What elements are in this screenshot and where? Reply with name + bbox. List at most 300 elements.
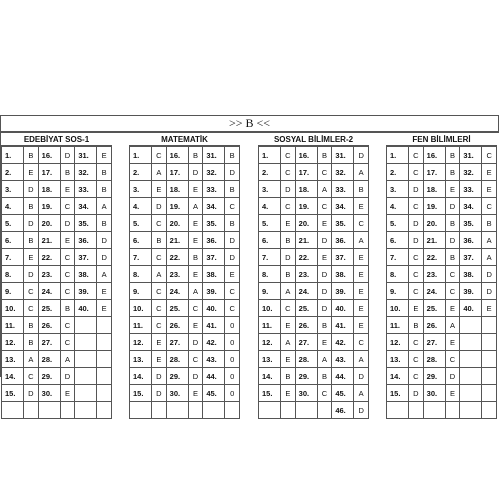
question-number: 8. bbox=[259, 266, 281, 283]
answer-letter: E bbox=[188, 215, 203, 232]
question-number: 35. bbox=[203, 215, 225, 232]
question-number: 24. bbox=[166, 283, 188, 300]
question-number: 37. bbox=[75, 249, 97, 266]
question-number: 24. bbox=[423, 283, 445, 300]
question-number: 37. bbox=[332, 249, 354, 266]
question-number: 19. bbox=[166, 198, 188, 215]
question-number: 40. bbox=[75, 300, 97, 317]
answer-letter: D bbox=[317, 232, 332, 249]
question-number: 31. bbox=[203, 147, 225, 164]
section-title: SOSYAL BİLİMLER-2 bbox=[258, 132, 369, 146]
table-row bbox=[130, 283, 240, 300]
question-number: 9. bbox=[259, 283, 281, 300]
answer-letter: E bbox=[188, 232, 203, 249]
question-number: 40. bbox=[332, 300, 354, 317]
answer-letter: A bbox=[482, 232, 497, 249]
answer-letter bbox=[482, 351, 497, 368]
answer-letter: D bbox=[188, 164, 203, 181]
answer-letter: A bbox=[188, 198, 203, 215]
answer-letter: E bbox=[60, 181, 75, 198]
question-number: 38. bbox=[460, 266, 482, 283]
question-number: 30. bbox=[38, 385, 60, 402]
question-number: 28. bbox=[423, 351, 445, 368]
answer-letter: A bbox=[354, 164, 369, 181]
question-number: 12. bbox=[130, 334, 152, 351]
question-number: 11. bbox=[130, 317, 152, 334]
answer-letter: B bbox=[24, 317, 39, 334]
question-number: 21. bbox=[38, 232, 60, 249]
question-number: 38. bbox=[75, 266, 97, 283]
section-sosyal-bilimler-2 bbox=[258, 132, 369, 419]
answer-letter bbox=[97, 317, 112, 334]
answer-table bbox=[258, 146, 369, 419]
question-number: 32. bbox=[332, 164, 354, 181]
table-row bbox=[387, 266, 497, 283]
answer-letter: C bbox=[445, 283, 460, 300]
question-number bbox=[460, 385, 482, 402]
answer-letter: E bbox=[317, 334, 332, 351]
answer-letter: B bbox=[317, 317, 332, 334]
answer-letter: C bbox=[445, 351, 460, 368]
question-number: 45. bbox=[332, 385, 354, 402]
answer-letter: D bbox=[152, 368, 167, 385]
answer-letter: B bbox=[409, 317, 424, 334]
answer-letter: D bbox=[354, 147, 369, 164]
answer-letter: C bbox=[317, 164, 332, 181]
answer-letter: B bbox=[152, 232, 167, 249]
answer-letter bbox=[409, 402, 424, 419]
question-number: 34. bbox=[332, 198, 354, 215]
question-number: 16. bbox=[295, 147, 317, 164]
table-row bbox=[259, 334, 369, 351]
question-number: 29. bbox=[423, 368, 445, 385]
question-number: 22. bbox=[38, 249, 60, 266]
table-row bbox=[2, 300, 112, 317]
answer-letter: C bbox=[225, 283, 240, 300]
question-number: 27. bbox=[423, 334, 445, 351]
answer-letter: B bbox=[97, 181, 112, 198]
answer-letter: E bbox=[152, 334, 167, 351]
answer-letter: C bbox=[409, 266, 424, 283]
question-number: 7. bbox=[130, 249, 152, 266]
answer-letter bbox=[188, 402, 203, 419]
question-number: 27. bbox=[295, 334, 317, 351]
question-number: 38. bbox=[332, 266, 354, 283]
question-number: 20. bbox=[423, 215, 445, 232]
question-number: 4. bbox=[259, 198, 281, 215]
question-number: 23. bbox=[423, 266, 445, 283]
answer-letter: E bbox=[281, 215, 296, 232]
table-row bbox=[130, 164, 240, 181]
table-row bbox=[387, 215, 497, 232]
question-number: 30. bbox=[166, 385, 188, 402]
question-number: 1. bbox=[259, 147, 281, 164]
question-number: 27. bbox=[166, 334, 188, 351]
question-number: 17. bbox=[38, 164, 60, 181]
answer-table bbox=[129, 146, 240, 419]
question-number: 36. bbox=[203, 232, 225, 249]
answer-letter: E bbox=[354, 283, 369, 300]
question-number: 40. bbox=[460, 300, 482, 317]
table-row bbox=[259, 232, 369, 249]
question-number: 14. bbox=[130, 368, 152, 385]
question-number: 19. bbox=[295, 198, 317, 215]
section-edebiyat-sos-1 bbox=[1, 132, 112, 419]
answer-letter: B bbox=[60, 164, 75, 181]
answer-letter: D bbox=[225, 249, 240, 266]
answer-letter: D bbox=[409, 215, 424, 232]
table-row bbox=[130, 232, 240, 249]
question-number: 1. bbox=[2, 147, 24, 164]
table-row bbox=[2, 385, 112, 402]
answer-letter: D bbox=[445, 232, 460, 249]
answer-letter: D bbox=[24, 181, 39, 198]
question-number: 39. bbox=[75, 283, 97, 300]
question-number: 9. bbox=[2, 283, 24, 300]
answer-letter: E bbox=[188, 266, 203, 283]
table-row bbox=[130, 147, 240, 164]
question-number: 13. bbox=[2, 351, 24, 368]
question-number: 6. bbox=[2, 232, 24, 249]
answer-letter: C bbox=[24, 283, 39, 300]
question-number: 1. bbox=[387, 147, 409, 164]
answer-letter: D bbox=[445, 368, 460, 385]
question-number: 35. bbox=[332, 215, 354, 232]
table-row bbox=[2, 351, 112, 368]
answer-letter: 0 bbox=[225, 368, 240, 385]
table-row bbox=[387, 164, 497, 181]
answer-letter: C bbox=[354, 334, 369, 351]
answer-letter: D bbox=[281, 249, 296, 266]
question-number bbox=[387, 402, 409, 419]
answer-letter: B bbox=[317, 147, 332, 164]
section-title: FEN BİLİMLERİ bbox=[386, 132, 497, 146]
answer-letter: B bbox=[24, 147, 39, 164]
question-number: 22. bbox=[295, 249, 317, 266]
question-number: 18. bbox=[295, 181, 317, 198]
table-row bbox=[130, 402, 240, 419]
question-number bbox=[75, 351, 97, 368]
question-number: 22. bbox=[166, 249, 188, 266]
question-number: 11. bbox=[387, 317, 409, 334]
answer-letter: D bbox=[225, 164, 240, 181]
answer-letter: D bbox=[152, 385, 167, 402]
question-number: 24. bbox=[295, 283, 317, 300]
question-number: 39. bbox=[203, 283, 225, 300]
table-row bbox=[2, 368, 112, 385]
question-number: 4. bbox=[2, 198, 24, 215]
question-number: 13. bbox=[259, 351, 281, 368]
answer-letter bbox=[482, 402, 497, 419]
question-number: 2. bbox=[259, 164, 281, 181]
question-number: 29. bbox=[38, 368, 60, 385]
question-number: 14. bbox=[2, 368, 24, 385]
question-number: 13. bbox=[130, 351, 152, 368]
answer-letter: D bbox=[225, 232, 240, 249]
answer-letter: E bbox=[97, 283, 112, 300]
answer-letter: C bbox=[409, 164, 424, 181]
question-number: 37. bbox=[460, 249, 482, 266]
table-row bbox=[259, 402, 369, 419]
table-row bbox=[387, 385, 497, 402]
table-row bbox=[2, 317, 112, 334]
table-row bbox=[130, 300, 240, 317]
answer-letter: E bbox=[152, 351, 167, 368]
question-number: 9. bbox=[387, 283, 409, 300]
answer-letter: E bbox=[354, 249, 369, 266]
frame-right-border bbox=[498, 115, 499, 132]
answer-letter bbox=[152, 402, 167, 419]
answer-letter: C bbox=[225, 198, 240, 215]
question-number: 36. bbox=[460, 232, 482, 249]
answer-letter bbox=[225, 402, 240, 419]
question-number bbox=[75, 334, 97, 351]
question-number: 3. bbox=[387, 181, 409, 198]
answer-letter: D bbox=[317, 283, 332, 300]
question-number: 36. bbox=[332, 232, 354, 249]
question-number: 17. bbox=[166, 164, 188, 181]
table-row bbox=[259, 300, 369, 317]
answer-letter: E bbox=[482, 181, 497, 198]
answer-letter: E bbox=[97, 300, 112, 317]
answer-letter: B bbox=[281, 232, 296, 249]
question-number: 2. bbox=[387, 164, 409, 181]
answer-letter: C bbox=[60, 249, 75, 266]
question-number bbox=[460, 351, 482, 368]
question-number bbox=[75, 317, 97, 334]
question-number: 3. bbox=[259, 181, 281, 198]
answer-letter: C bbox=[188, 351, 203, 368]
table-row bbox=[2, 402, 112, 419]
question-number: 8. bbox=[2, 266, 24, 283]
answer-letter: C bbox=[60, 334, 75, 351]
table-row bbox=[259, 385, 369, 402]
question-number: 18. bbox=[166, 181, 188, 198]
answer-letter: B bbox=[97, 215, 112, 232]
question-number bbox=[460, 402, 482, 419]
table-row bbox=[387, 249, 497, 266]
question-number: 5. bbox=[259, 215, 281, 232]
question-number: 27. bbox=[38, 334, 60, 351]
answer-letter: A bbox=[354, 232, 369, 249]
question-number: 26. bbox=[423, 317, 445, 334]
answer-letter: C bbox=[409, 249, 424, 266]
answer-letter: D bbox=[188, 368, 203, 385]
question-number: 8. bbox=[387, 266, 409, 283]
answer-letter: B bbox=[188, 249, 203, 266]
answer-letter: B bbox=[281, 368, 296, 385]
answer-letter: B bbox=[445, 249, 460, 266]
answer-letter: C bbox=[188, 300, 203, 317]
table-row bbox=[259, 368, 369, 385]
question-number: 29. bbox=[166, 368, 188, 385]
question-number: 30. bbox=[423, 385, 445, 402]
answer-letter: C bbox=[60, 266, 75, 283]
table-row bbox=[130, 249, 240, 266]
table-row bbox=[130, 198, 240, 215]
question-number: 12. bbox=[2, 334, 24, 351]
answer-letter: D bbox=[24, 266, 39, 283]
answer-letter: E bbox=[354, 317, 369, 334]
question-number: 19. bbox=[38, 198, 60, 215]
question-number: 6. bbox=[387, 232, 409, 249]
question-number: 31. bbox=[332, 147, 354, 164]
answer-letter bbox=[482, 368, 497, 385]
answer-letter: E bbox=[152, 181, 167, 198]
answer-letter bbox=[97, 385, 112, 402]
question-number: 16. bbox=[423, 147, 445, 164]
question-number: 10. bbox=[259, 300, 281, 317]
table-row bbox=[259, 147, 369, 164]
answer-letter: C bbox=[152, 300, 167, 317]
question-number: 5. bbox=[130, 215, 152, 232]
answer-letter: C bbox=[281, 198, 296, 215]
answer-letter: E bbox=[317, 249, 332, 266]
question-number: 30. bbox=[295, 385, 317, 402]
table-row bbox=[130, 334, 240, 351]
question-number bbox=[75, 385, 97, 402]
answer-letter bbox=[482, 317, 497, 334]
answer-letter: B bbox=[60, 300, 75, 317]
answer-letter: E bbox=[445, 181, 460, 198]
question-number: 15. bbox=[2, 385, 24, 402]
answer-letter: A bbox=[24, 351, 39, 368]
answer-letter bbox=[60, 402, 75, 419]
answer-letter: C bbox=[60, 317, 75, 334]
question-number: 18. bbox=[423, 181, 445, 198]
question-number: 43. bbox=[332, 351, 354, 368]
answer-letter: A bbox=[317, 181, 332, 198]
question-number: 15. bbox=[259, 385, 281, 402]
question-number: 3. bbox=[130, 181, 152, 198]
section-matematik bbox=[129, 132, 240, 419]
question-number bbox=[460, 368, 482, 385]
question-number: 42. bbox=[332, 334, 354, 351]
answer-letter: A bbox=[482, 249, 497, 266]
answer-letter: D bbox=[409, 181, 424, 198]
question-number: 20. bbox=[295, 215, 317, 232]
question-number: 31. bbox=[75, 147, 97, 164]
question-number: 23. bbox=[295, 266, 317, 283]
question-number: 31. bbox=[460, 147, 482, 164]
question-number: 7. bbox=[387, 249, 409, 266]
question-number: 5. bbox=[387, 215, 409, 232]
question-number bbox=[130, 402, 152, 419]
answer-letter: C bbox=[24, 300, 39, 317]
question-number: 10. bbox=[130, 300, 152, 317]
table-row bbox=[130, 181, 240, 198]
answer-letter: D bbox=[60, 147, 75, 164]
question-number: 18. bbox=[38, 181, 60, 198]
question-number: 32. bbox=[460, 164, 482, 181]
table-row bbox=[2, 266, 112, 283]
question-number: 45. bbox=[203, 385, 225, 402]
answer-letter: C bbox=[317, 385, 332, 402]
answer-letter: E bbox=[60, 232, 75, 249]
question-number: 20. bbox=[166, 215, 188, 232]
answer-letter: E bbox=[188, 317, 203, 334]
answer-letter: C bbox=[482, 198, 497, 215]
question-number bbox=[295, 402, 317, 419]
section-title: MATEMATİK bbox=[129, 132, 240, 146]
answer-letter: D bbox=[97, 232, 112, 249]
question-number: 43. bbox=[203, 351, 225, 368]
question-number: 40. bbox=[203, 300, 225, 317]
answer-letter: A bbox=[317, 351, 332, 368]
answer-letter: E bbox=[354, 266, 369, 283]
answer-letter: B bbox=[482, 215, 497, 232]
answer-letter: E bbox=[354, 300, 369, 317]
answer-letter: E bbox=[482, 300, 497, 317]
question-number: 6. bbox=[259, 232, 281, 249]
table-row bbox=[2, 164, 112, 181]
table-row bbox=[387, 300, 497, 317]
answer-letter: C bbox=[152, 249, 167, 266]
answer-letter: C bbox=[281, 147, 296, 164]
question-number bbox=[423, 402, 445, 419]
answer-letter bbox=[97, 402, 112, 419]
answer-letter: C bbox=[409, 147, 424, 164]
question-number: 15. bbox=[387, 385, 409, 402]
question-number: 26. bbox=[295, 317, 317, 334]
question-number bbox=[75, 402, 97, 419]
question-number: 5. bbox=[2, 215, 24, 232]
question-number: 21. bbox=[166, 232, 188, 249]
answer-letter: E bbox=[482, 164, 497, 181]
answer-letter: D bbox=[482, 283, 497, 300]
answer-letter: E bbox=[97, 147, 112, 164]
table-row bbox=[2, 232, 112, 249]
question-number: 14. bbox=[387, 368, 409, 385]
question-number bbox=[259, 402, 281, 419]
answer-letter: D bbox=[482, 266, 497, 283]
answer-letter bbox=[97, 351, 112, 368]
question-number bbox=[166, 402, 188, 419]
answer-letter: B bbox=[445, 164, 460, 181]
question-number: 17. bbox=[295, 164, 317, 181]
table-row bbox=[259, 317, 369, 334]
table-row bbox=[387, 334, 497, 351]
question-number: 11. bbox=[2, 317, 24, 334]
table-row bbox=[2, 147, 112, 164]
question-number: 35. bbox=[460, 215, 482, 232]
answer-letter: C bbox=[482, 147, 497, 164]
answer-letter: C bbox=[24, 368, 39, 385]
table-row bbox=[259, 164, 369, 181]
answer-letter: C bbox=[60, 283, 75, 300]
question-number: 23. bbox=[38, 266, 60, 283]
answer-letter: D bbox=[188, 334, 203, 351]
answer-letter bbox=[281, 402, 296, 419]
answer-key-sheet bbox=[0, 115, 499, 415]
answer-letter: E bbox=[281, 351, 296, 368]
answer-letter: 0 bbox=[225, 351, 240, 368]
question-number: 46. bbox=[332, 402, 354, 419]
answer-letter bbox=[24, 402, 39, 419]
answer-letter: B bbox=[24, 334, 39, 351]
answer-letter: 0 bbox=[225, 385, 240, 402]
answer-letter: E bbox=[281, 385, 296, 402]
answer-letter: A bbox=[354, 351, 369, 368]
question-number: 10. bbox=[387, 300, 409, 317]
question-number: 28. bbox=[38, 351, 60, 368]
table-row bbox=[130, 368, 240, 385]
answer-letter: E bbox=[445, 334, 460, 351]
question-number: 12. bbox=[387, 334, 409, 351]
question-number: 20. bbox=[38, 215, 60, 232]
table-row bbox=[259, 215, 369, 232]
answer-letter: D bbox=[24, 385, 39, 402]
